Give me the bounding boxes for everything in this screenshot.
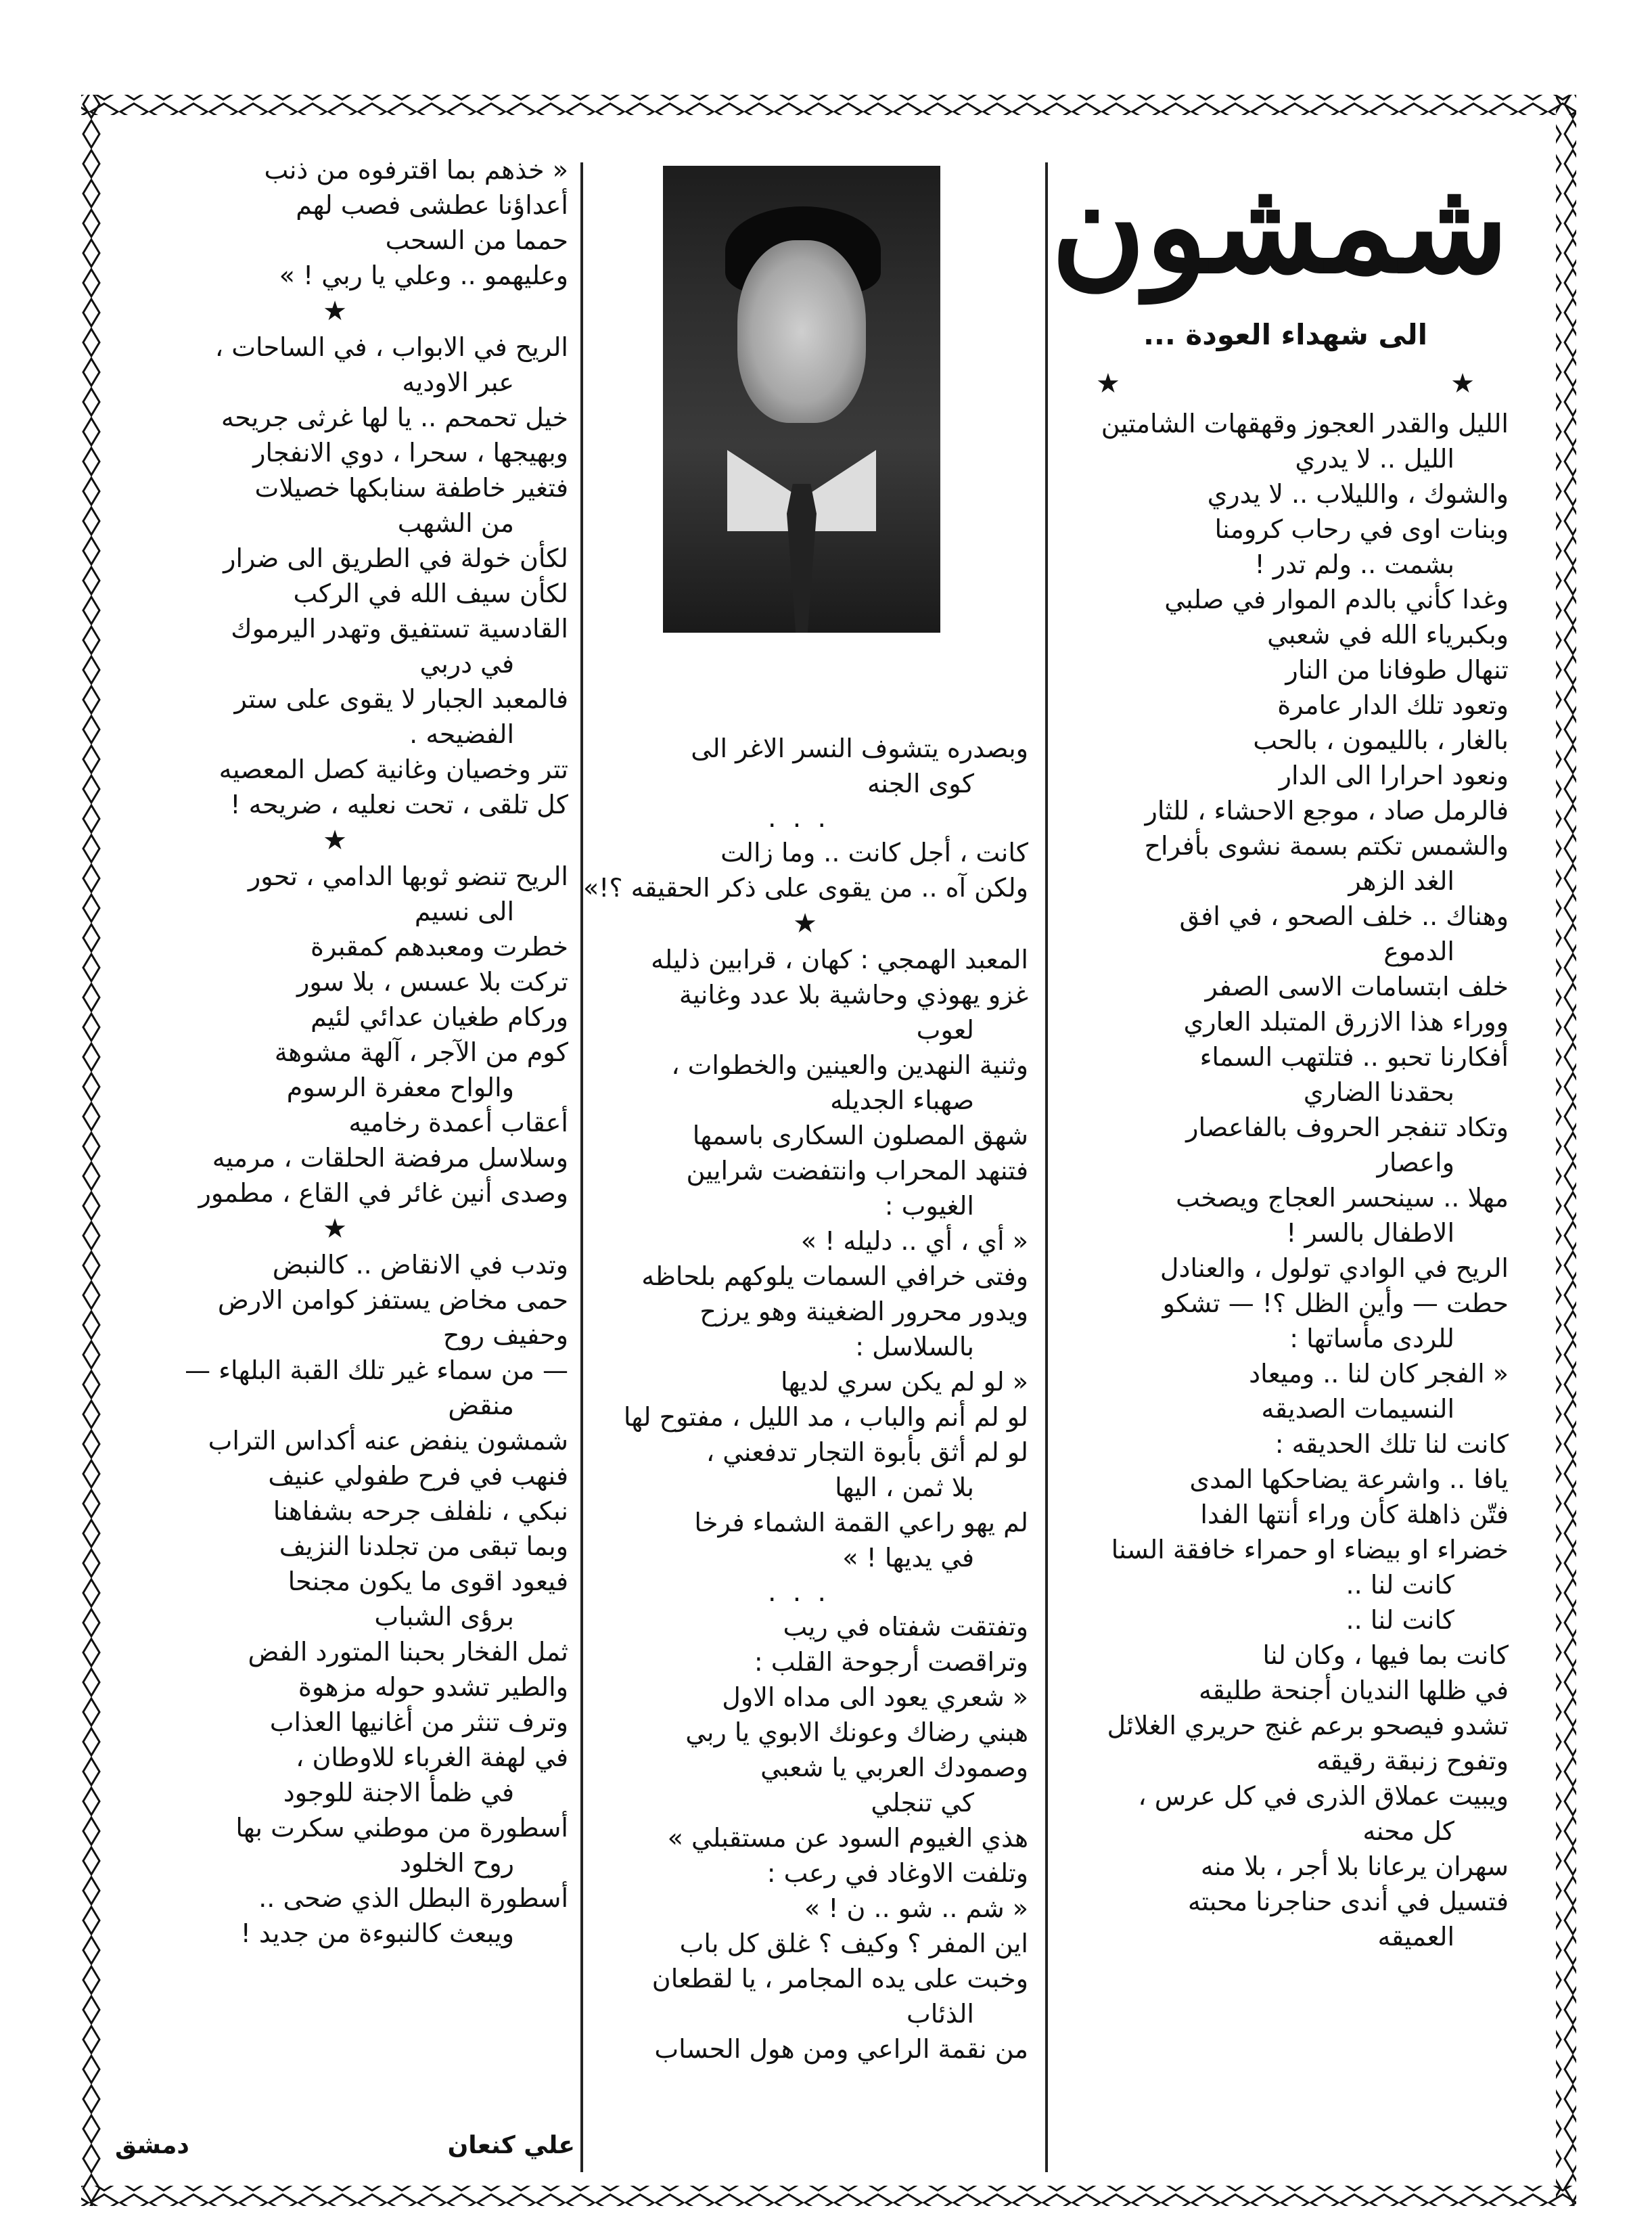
poem-line: والطير تشدو حوله مزهوة: [298, 1672, 568, 1702]
poem-line: القادسية تستفيق وتهدر اليرموك: [231, 614, 568, 644]
poem-line: وخبت على يده المجامر ، يا لقطعان: [651, 1964, 1028, 1994]
poem-line: وتفوح زنبقة رقيقه: [1316, 1746, 1509, 1776]
poem-line: للردى مأساتها :: [1289, 1324, 1454, 1353]
poem-line: بشمت .. ولم تدر !: [1254, 549, 1454, 579]
poem-line: الى نسيم: [414, 897, 514, 926]
poem-line: كانت لنا ..: [1346, 1605, 1454, 1635]
place-name: دمشق: [115, 2132, 189, 2159]
poem-line: والواح معفرة الرسوم: [286, 1073, 514, 1102]
poem-line: برؤى الشباب: [374, 1602, 514, 1631]
poem-line: الدموع: [1383, 937, 1454, 966]
poem-line: لم يهو راعي القمة الشماء فرخا: [694, 1508, 1028, 1537]
column-middle: [582, 731, 1028, 2067]
poem-line: — من سماء غير تلك القبة البلهاء —: [185, 1355, 568, 1385]
poem-line: وغدا كأني بالدم الموار في صلبي: [1164, 585, 1509, 614]
poem-line: وهناك .. خلف الصحو ، في افق: [1179, 901, 1509, 931]
poem-line: الريح في الوادي تولول ، والعنادل: [1160, 1253, 1509, 1283]
poem-line: وصمودك العربي يا شعبي: [760, 1753, 1028, 1782]
poem-line: الريح تنضو ثوبها الدامي ، تحور: [248, 861, 568, 891]
poem-line: في ظلها النديان أجنحة طليقه: [1199, 1675, 1509, 1705]
poem-line: وسلاسل مرفضة الحلقات ، مرميه: [212, 1143, 568, 1173]
poem-line: تنهال طوفانا من النار: [1285, 655, 1509, 685]
poem-line: الذئاب: [906, 1999, 974, 2029]
dedication: الى شهداء العودة ...: [1143, 318, 1428, 351]
poem-line: هذي الغيوم السود عن مستقبلي »: [667, 1823, 1028, 1853]
poem-line: كانت بما فيها ، وكان لنا: [1262, 1640, 1509, 1670]
poem-line: وتفتقت شفتاه في ريب: [783, 1612, 1028, 1642]
poem-line: فالمعبد الجبار لا يقوى على ستر: [234, 684, 568, 714]
poem-line: وحفيف روح: [442, 1320, 568, 1350]
poem-line: لو لم أنم والباب ، مد الليل ، مفتوح لها: [623, 1402, 1028, 1432]
poem-line: لعوب: [916, 1015, 974, 1045]
poem-line: الغيوب :: [884, 1191, 974, 1221]
poem-line: كل محنه: [1362, 1816, 1454, 1846]
poem-line: وركام طغيان عدائي لئيم: [311, 1002, 568, 1032]
poem-line: وتلفت الاوغاد في رعب :: [766, 1858, 1028, 1888]
poem-line: خيل تحمحم .. يا لها غرثى جريحه: [221, 403, 568, 432]
poem-line: « شعري يعود الى مداه الاول: [722, 1682, 1028, 1712]
poem-line: الغد الزهر: [1348, 866, 1454, 896]
poem-line: فتّن ذاهلة كأن وراء أنتها الفدا: [1200, 1500, 1509, 1529]
poem-line: تشدو فيصحو برعم غنج حريري الغلائل: [1107, 1711, 1509, 1740]
poem-line: أفكارنا تحبو .. فتلتهب السماء: [1199, 1042, 1509, 1072]
star-icon: ★: [323, 296, 347, 327]
poem-line: مهلا .. سينحسر العجاج ويصخب: [1175, 1183, 1509, 1213]
column-right: [1051, 149, 1509, 1954]
poem-line: اين المفر ؟ وكيف ؟ غلق كل باب: [679, 1929, 1028, 1958]
signature: [115, 2132, 575, 2159]
poem-line: فتغير خاطفة سنابكها خصيلات: [254, 473, 568, 503]
poem-line: هبني رضاك وعونك الابوي يا ربي: [685, 1717, 1028, 1747]
poem-line: بالغار ، بالليمون ، بالحب: [1253, 725, 1509, 755]
poem-line: وصدى أنين غائر في القاع ، مطمور: [198, 1178, 568, 1208]
star-icon: ★: [1096, 368, 1120, 399]
star-icon: ★: [1450, 368, 1475, 399]
poem-line: ثمل الفخار بحبنا المتورد الفض: [248, 1637, 568, 1667]
portrait-tie: [787, 484, 817, 633]
poem-line: بلا ثمن ، اليها: [835, 1472, 974, 1502]
poem-line: الليل والقدر العجوز وقهقهات الشامتين: [1101, 409, 1509, 438]
poem-line: وتدب في الانقاض .. كالنبض: [272, 1250, 568, 1280]
poem-line: كانت لنا ..: [1346, 1570, 1454, 1600]
poem-line: فيعود اقوى ما يكون مجنحا: [288, 1567, 568, 1596]
poem-line: أسطورة من موطني سكرت بها: [235, 1813, 568, 1843]
poem-line: كانت ، أجل كانت .. وما زالت: [720, 838, 1028, 868]
poem-line: الريح في الابواب ، في الساحات ،: [214, 332, 568, 362]
poem-line: ونعود احرارا الى الدار: [1279, 761, 1509, 790]
poem-line: الفضيحه .: [409, 719, 514, 749]
poem-line: واعصار: [1377, 1148, 1454, 1177]
star-icon: ★: [323, 825, 347, 856]
poem-line: منقض: [448, 1391, 514, 1420]
poem-line: وتكاد تنفجر الحروف بالفاعصار: [1186, 1112, 1509, 1142]
poem-line: لكأن سيف الله في الركب: [293, 579, 568, 608]
poem-line: في ظمأ الاجنة للوجود: [283, 1778, 514, 1807]
poem-line: وبكبرياء الله في شعبي: [1267, 620, 1509, 650]
poem-line: أسطورة البطل الذي ضحى ..: [258, 1883, 568, 1913]
poem-line: وبما تبقى من تجلدنا النزيف: [279, 1531, 568, 1561]
poem-line: فالرمل صاد ، موجع الاحشاء ، للثار: [1145, 796, 1509, 826]
poem-line: خلف ابتسامات الاسى الصفر: [1205, 972, 1509, 1001]
poem-line: « لو لم يكن سري لديها: [781, 1367, 1028, 1397]
poem-line: تتر وخصيان وغانية كصل المعصيه: [219, 755, 568, 784]
ellipsis-separator: ...: [767, 1577, 843, 1608]
poem-line: ولكن آه .. من يقوى على ذكر الحقيقه ؟!»: [582, 873, 1028, 903]
poem-line: روح الخلود: [399, 1848, 514, 1878]
poem-line: وفتى خرافي السمات يلوكهم بلحاظه: [641, 1261, 1028, 1291]
poem-line: في لهفة الغرباء للاوطان ،: [296, 1742, 568, 1772]
poem-line: حمما من السحب: [385, 225, 568, 255]
star-icon: ★: [323, 1213, 347, 1244]
poem-line: والشمس تكتم بسمة نشوى بأفراح: [1144, 831, 1509, 861]
poem-line: شمشون ينفض عنه أكداس التراب: [208, 1426, 568, 1456]
page-title: شمشون: [1051, 151, 1509, 302]
poem-line: كانت لنا تلك الحديقه :: [1275, 1429, 1509, 1459]
poem-line: حطت — وأين الظل ؟! — تشكو: [1162, 1288, 1509, 1318]
poem-line: « أي ، أي .. دليله ! »: [800, 1226, 1028, 1256]
poem-line: « الفجر كان لنا .. وميعاد: [1249, 1359, 1509, 1389]
column-left: [101, 152, 568, 1951]
poem-line: « شم .. شو .. ن ! »: [804, 1893, 1028, 1923]
poem-line: وترف تنثر من أغانيها العذاب: [269, 1707, 568, 1737]
star-ornaments: [1062, 368, 1509, 399]
poem-line: من نقمة الراعي ومن هول الحساب: [654, 2034, 1028, 2064]
poem-line: كل تلقى ، تحت نعليه ، ضريحه !: [230, 790, 568, 819]
poem-line: صهباء الجديله: [830, 1085, 974, 1115]
poem-line: والشوك ، والليلاب .. لا يدري: [1207, 479, 1509, 509]
poem-line: غزو يهوذي وحاشية بلا عدد وغانية: [679, 980, 1028, 1010]
poem-line: يافا .. واشرعة يضاحكها المدى: [1189, 1464, 1509, 1494]
ellipsis-separator: ...: [767, 803, 843, 834]
poem-line: العميقه: [1377, 1922, 1454, 1952]
poet-portrait-photo: [663, 166, 940, 633]
poem-line: لكأن خولة في الطريق الى ضرار: [223, 543, 568, 573]
poem-line: سهران يرعانا بلا أجر ، بلا منه: [1200, 1851, 1509, 1881]
poem-line: شهق المصلون السكارى باسمها: [692, 1121, 1028, 1150]
poem-line: ويبيت عملاق الذرى في كل عرس ،: [1138, 1781, 1509, 1811]
poem-line: وبصدره يتشوف النسر الاغر الى: [691, 734, 1028, 763]
poem-line: ويدور محرور الضغينة وهو يرزح: [699, 1297, 1028, 1326]
portrait-face: [737, 240, 866, 423]
poem-line: أعداؤنا عطشى فصب لهم: [296, 190, 568, 220]
poem-line: وبنات اوى في رحاب كرومنا: [1214, 514, 1509, 544]
poem-line: بالسلاسل :: [855, 1332, 974, 1361]
poem-line: أعقاب أعمدة رخاميه: [348, 1108, 568, 1138]
poem-line: تركت بلا عسس ، بلا سور: [297, 967, 568, 997]
poem-line: حمى مخاض يستفز كوامن الارض: [217, 1285, 568, 1315]
poem-line: فتسيل في أندى حناجرنا محبته: [1187, 1887, 1509, 1916]
poem-line: خطرت ومعبدهم كمقبرة: [311, 932, 568, 962]
poem-line: نبكي ، نلفلف جرحه بشفاهنا: [273, 1496, 568, 1526]
poem-line: ويبعث كالنبوءة من جديد !: [240, 1918, 514, 1948]
poem-line: خضراء او بيضاء او حمراء خافقة السنا: [1111, 1535, 1509, 1564]
poem-line: الليل .. لا يدري: [1295, 444, 1454, 474]
poem-line: لو لم أثق بأبوة التجار تدفعني ،: [706, 1437, 1028, 1467]
poem-line: عبر الاوديه: [402, 367, 514, 397]
poem-line: الاطفال بالسر !: [1286, 1218, 1454, 1248]
poem-line: كي تنجلي: [871, 1788, 974, 1818]
poem-line: وثنية النهدين والعينين والخطوات ،: [671, 1050, 1028, 1080]
poem-line: وتعود تلك الدار عامرة: [1277, 690, 1509, 720]
poem-line: من الشهب: [397, 508, 514, 538]
poem-lines-right: [1062, 406, 1509, 1954]
poem-line: وتراقصت أرجوحة القلب :: [754, 1647, 1028, 1677]
poem-line: النسيمات الصديقه: [1261, 1394, 1454, 1424]
poem-line: ووراء هذا الازرق المتبلد العاري: [1183, 1007, 1509, 1037]
author-name: علي كنعان: [447, 2132, 575, 2159]
poem-line: بحقدنا الضاري: [1303, 1077, 1454, 1107]
poem-line: وبهيجها ، سحرا ، دوي الانفجار: [253, 438, 568, 468]
poem-line: كوى الجنه: [867, 769, 974, 798]
poem-line: المعبد الهمجي : كهان ، قرابين ذليله: [651, 945, 1028, 974]
poem-line: في يديها ! »: [842, 1543, 974, 1573]
star-icon: ★: [793, 908, 817, 939]
poem-line: وعليهمو .. وعلي يا ربي ! »: [279, 261, 568, 290]
poem-line: « خذهم بما اقترفوه من ذنب: [264, 155, 568, 185]
poem-line: في دربي: [419, 649, 514, 679]
column-divider-right: [1045, 162, 1048, 2172]
poem-line: كوم من الآجر ، آلهة مشوهة: [274, 1037, 568, 1067]
poem-line: فتنهد المحراب وانتفضت شرايين: [686, 1156, 1028, 1186]
poem-line: فنهب في فرح طفولي عنيف: [268, 1461, 568, 1491]
